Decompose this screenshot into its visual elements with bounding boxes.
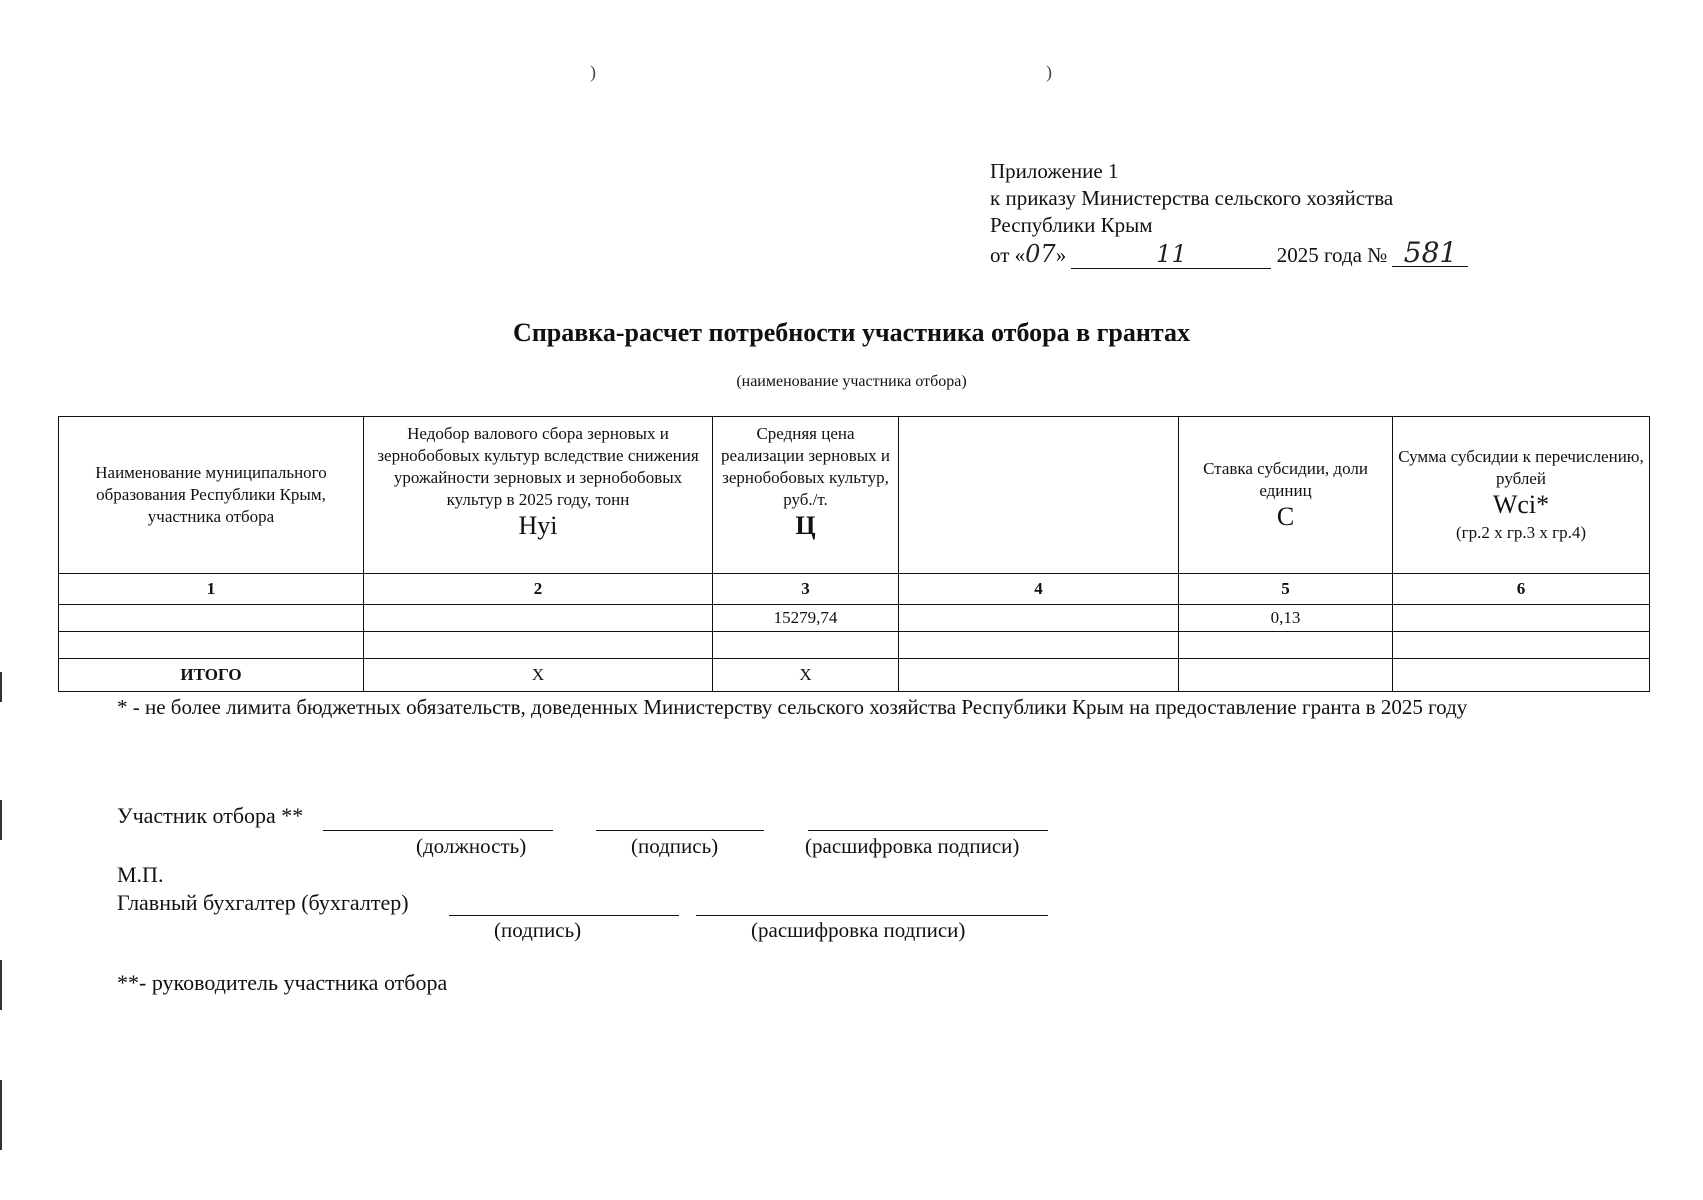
total-cell: X — [364, 659, 713, 692]
total-label: ИТОГО — [59, 659, 364, 692]
column-number: 6 — [1393, 574, 1650, 605]
decoding-line — [808, 830, 1048, 831]
scan-edge-mark — [0, 800, 2, 840]
handwritten-number: 581 — [1392, 239, 1468, 267]
appendix-date-line — [990, 236, 1468, 269]
table-row — [59, 605, 1650, 632]
table-cell — [364, 605, 713, 632]
date-quote-close: » — [1055, 243, 1067, 267]
total-row — [59, 659, 1650, 692]
table-cell — [1393, 605, 1650, 632]
table-cell — [713, 632, 899, 659]
scan-edge-mark — [0, 960, 2, 1010]
table-row — [59, 632, 1650, 659]
document-title: Справка-расчет потребности участника отбора в грантах — [513, 318, 1190, 347]
grant-calculation-table — [58, 416, 1650, 692]
signature-line — [596, 830, 764, 831]
table-cell-price: 15279,74 — [713, 605, 899, 632]
header-formula: (гр.2 х гр.3 х гр.4) — [1456, 523, 1586, 542]
header-col-4 — [899, 417, 1179, 574]
column-number: 1 — [59, 574, 364, 605]
scan-edge-mark — [0, 1080, 2, 1150]
total-cell: X — [713, 659, 899, 692]
scan-mark: ) — [590, 62, 596, 82]
total-cell — [899, 659, 1179, 692]
column-number: 2 — [364, 574, 713, 605]
table-cell — [1179, 632, 1393, 659]
accountant-decoding-caption: (расшифровка подписи) — [751, 918, 966, 942]
table-cell-rate: 0,13 — [1179, 605, 1393, 632]
total-cell — [1393, 659, 1650, 692]
handwritten-month: 11 — [1071, 241, 1271, 269]
appendix-line-2: к приказу Министерства сельского хозяйства — [990, 186, 1394, 210]
scan-edge-mark — [0, 672, 2, 702]
handwritten-day: 07 — [1025, 240, 1056, 268]
date-prefix: от « — [990, 243, 1026, 267]
header-symbol: Hyi — [518, 511, 558, 540]
accountant-decoding-line — [696, 915, 1048, 916]
budget-limit-footnote: * - не более лимита бюджетных обязательств, доведенных Министерству сельского хозяйства Республики Крым на предоставление гранта в 2025 году — [117, 695, 1468, 719]
header-symbol: Ц — [795, 511, 816, 540]
stamp-placeholder: М.П. — [117, 862, 164, 887]
table-cell — [59, 632, 364, 659]
column-number-row — [59, 574, 1650, 605]
header-symbol: C — [1276, 502, 1295, 531]
table-cell — [899, 605, 1179, 632]
appendix-line-1: Приложение 1 — [990, 159, 1119, 183]
leader-footnote: **- руководитель участника отбора — [117, 970, 448, 995]
header-symbol: Wci* — [1492, 490, 1550, 519]
year-text: 2025 года № — [1276, 243, 1388, 267]
table-header-row — [59, 417, 1650, 574]
scan-mark: ) — [1046, 62, 1052, 82]
participant-signature-label: Участник отбора ** — [117, 803, 304, 828]
table-cell — [1393, 632, 1650, 659]
decoding-caption: (расшифровка подписи) — [805, 834, 1020, 858]
position-caption: (должность) — [416, 834, 527, 858]
header-col-3: Средняя цена реализации зерновых и зернобобовых культур, руб./т. Ц — [713, 417, 899, 574]
appendix-line-3: Республики Крым — [990, 213, 1153, 237]
header-col-1: Наименование муниципального образования Республики Крым, участника отбора — [59, 417, 364, 574]
column-number: 3 — [713, 574, 899, 605]
participant-name-caption: (наименование участника отбора) — [736, 373, 967, 390]
accountant-signature-label: Главный бухгалтер (бухгалтер) — [117, 890, 409, 915]
column-number: 4 — [899, 574, 1179, 605]
appendix-header — [990, 158, 1468, 269]
header-col-5: Ставка субсидии, доли единиц C — [1179, 417, 1393, 574]
header-col-6: Сумма субсидии к перечислению, рублей Wci* (гр.2 х гр.3 х гр.4) — [1393, 417, 1650, 574]
table-cell — [364, 632, 713, 659]
accountant-signature-line — [449, 915, 679, 916]
table-cell — [899, 632, 1179, 659]
signature-caption: (подпись) — [631, 834, 719, 858]
total-cell — [1179, 659, 1393, 692]
column-number: 5 — [1179, 574, 1393, 605]
accountant-signature-caption: (подпись) — [494, 918, 582, 942]
table-cell — [59, 605, 364, 632]
header-col-2: Недобор валового сбора зерновых и зернобобовых культур вследствие снижения урожайности зерновых и зернобобовых культур в 2025 году, тонн Hyi — [364, 417, 713, 574]
position-line — [323, 830, 553, 831]
